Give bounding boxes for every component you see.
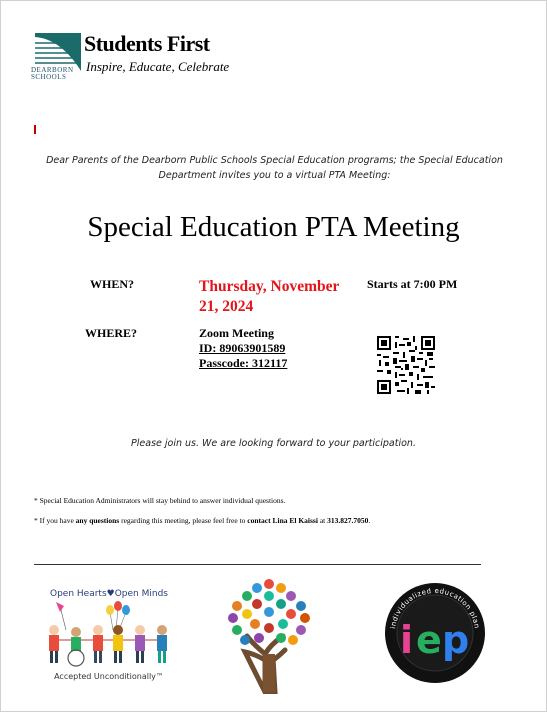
svg-text:individualized education plan: individualized education plan <box>389 586 481 630</box>
when-label: WHEN? <box>90 277 135 291</box>
svg-text:e: e <box>416 618 442 662</box>
note-administrators: * Special Education Administrators will stay behind to answer individual questions. <box>34 496 286 505</box>
header <box>31 29 291 85</box>
brand-tagline: Inspire, Educate, Celebrate <box>86 59 230 74</box>
iep-watermark <box>380 685 490 690</box>
children-illustration-icon <box>38 600 180 672</box>
contact-phone: 313.827.7050 <box>327 516 369 525</box>
brand-title: Students First <box>84 31 210 56</box>
meeting-passcode: Passcode: 312117 <box>199 356 288 370</box>
meeting-date: Thursday, November 21, 2024 <box>199 278 340 315</box>
open-hearts-image <box>38 589 180 685</box>
meeting-location <box>199 326 287 371</box>
join-message: Please join us. We are looking forward to your participation. <box>131 438 416 449</box>
contact-name: contact Lina El Kaissi <box>247 516 318 525</box>
qr-code-icon[interactable] <box>377 336 435 394</box>
logo-text: DEARBORN SCHOOLS <box>31 66 74 81</box>
svg-text:p: p <box>442 618 470 662</box>
page-title: Special Education PTA Meeting <box>87 211 460 243</box>
iep-logo <box>380 581 490 696</box>
intro-text: Dear Parents of the Dearborn Public Schools Special Education programs; the Special Education Department invites you to a virtual PTA Meeting: <box>46 155 503 181</box>
venue: Zoom Meeting <box>199 326 274 340</box>
where-label: WHERE? <box>85 326 138 340</box>
hand-tree-icon <box>223 574 315 694</box>
iep-circle-icon <box>380 581 490 685</box>
accepted-caption: Accepted Unconditionally™ <box>54 672 164 681</box>
open-hearts-caption: Open Hearts♥Open Minds <box>50 589 168 599</box>
note-contact: * If you have any questions regarding this meeting, please feel free to contact Lina El Kaissi at 313.827.7050. <box>34 516 371 525</box>
meeting-time: Starts at 7:00 PM <box>367 277 458 291</box>
text-cursor <box>34 125 36 134</box>
meeting-id: ID: 89063901589 <box>199 341 286 355</box>
svg-text:i: i <box>400 618 414 662</box>
divider <box>34 564 481 565</box>
